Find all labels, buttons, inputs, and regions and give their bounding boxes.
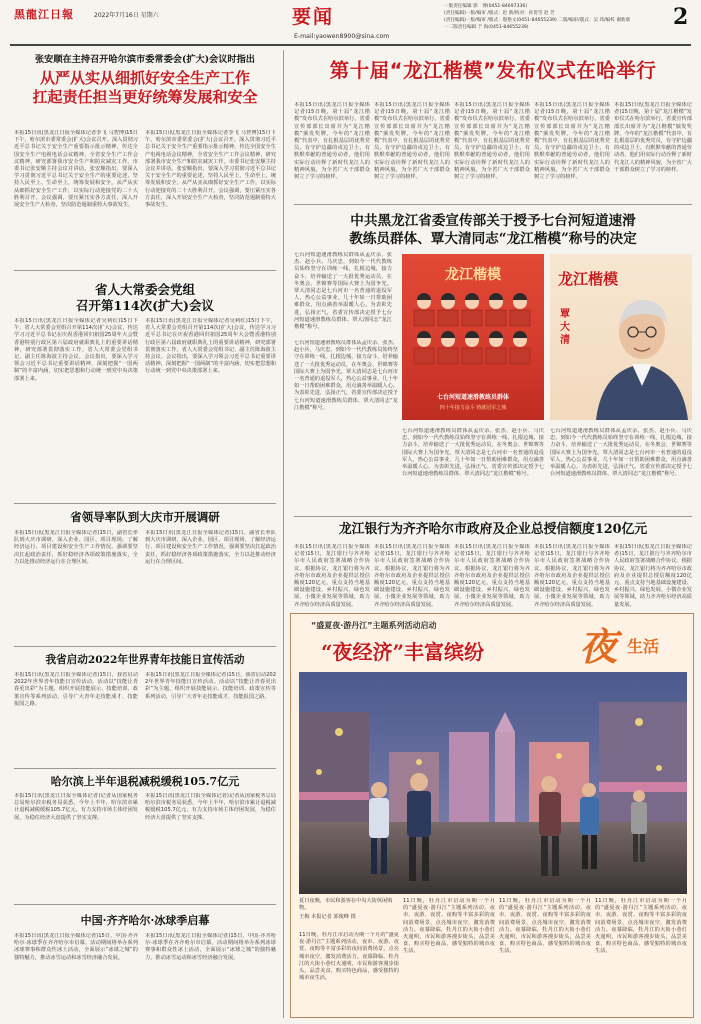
page-number: 2 (673, 4, 689, 30)
poster-title: 龙江楷模 (558, 270, 619, 288)
coaches-group-photo (410, 288, 536, 384)
main-headline: 第十届“龙江楷模”发布仪式在哈举行 (329, 59, 657, 82)
main-body: 本报15日讯(黑龙江日报全媒体记者)15日晚，第十届“龙江楷模”发布仪式在哈尔滨举行。省委宣传部部长出席并为“龙江楷模”颁发奖牌。今年的“龙江楷模”代表中，有扎根基层的优秀党员，有守护边疆的戍边卫士，有默默奉献的普通劳动者，他们用实际行动诠释了新时代龙江人的精神风貌，为全省广大干部群众树立了学习的榜样。 (454, 102, 530, 181)
article-body: 本报15日讯(黑龙江日报全媒体记者)15日，中国·齐齐哈尔·冰球季在齐齐哈尔市启幕。活动期间将举办系列冰球赛事和群众性冰上活动，全面展示“冰球之城”的独特魅力，推动冰雪运动和冰雪经济融合发展。 (14, 933, 138, 961)
night-street-photo (299, 672, 687, 894)
poster-caption: 七台河短道速滑教练员群体 (436, 394, 509, 401)
column-divider (283, 50, 284, 1018)
bank-headline: 龙江银行为齐齐哈尔市政府及企业总授信额度120亿元 (338, 522, 648, 537)
masthead-email[interactable]: E-mail:yaowen8900@sina.com (294, 33, 390, 40)
article-kicker: 张安顺在主持召开哈尔滨市委常委会(扩大)会议时指出 (34, 54, 255, 65)
feature-headline: “夜经济”丰富缤纷 (321, 640, 485, 664)
feature-body: 11日晚，牡丹江市启动为期一个月的“盛夏夜·游丹江”主题系列活动，夜市、夜游、夜赏、夜购等丰富多彩的夜间消费场景，点亮城市夜空，激发消费活力。夜幕降临，牡丹江的大街小巷灯火通明，市民和游客漫步街头，品尝美食，购买特色商品，感受独特的城市夜生活。 (595, 898, 687, 955)
feature-badge (577, 616, 687, 668)
decision-title-line: 中共黑龙江省委宣传部关于授予七台河短道速滑 (350, 213, 636, 229)
divider (14, 768, 276, 769)
masthead (0, 0, 701, 46)
decision-title (294, 212, 692, 248)
divider (14, 503, 276, 504)
article-title: 中国·齐齐哈尔·冰球季启幕 (80, 914, 210, 927)
poster-name: 覃大清 (560, 309, 570, 346)
article-title: 扛起责任担当更好统筹发展和安全 (32, 88, 258, 106)
divider (14, 646, 276, 647)
editor-line: (责任编辑)一版/编审 /版式：赵 新/校对：孙贺雪 赵 芳 (444, 11, 555, 16)
photo-credit: 王梅 本报记者 郭俊峰 摄 (299, 914, 356, 920)
article-npc (14, 282, 276, 314)
section-title: 要闻 (292, 6, 335, 28)
main-body: 本报15日讯(黑龙江日报全媒体记者)15日晚，第十届“龙江楷模”发布仪式在哈尔滨举行。省委宣传部部长出席并为“龙江楷模”颁发奖牌。今年的“龙江楷模”代表中，有扎根基层的优秀党员，有守护边疆的戍边卫士，有默默奉献的普通劳动者，他们用实际行动诠释了新时代龙江人的精神风貌，为全省广大干部群众树立了学习的榜样。 (534, 102, 610, 181)
bank-body: 本报15日讯(黑龙江日报全媒体记者)15日，龙江银行与齐齐哈尔市人民政府签署战略合作协议。根据协议，龙江银行将为齐齐哈尔市政府及企业提供总授信额度120亿元，重点支持当地基础设施建设、乡村振兴、绿色发展、小微企业发展等领域，助力齐齐哈尔经济高质量发展。 (294, 544, 370, 608)
night-life-feature (290, 613, 694, 1018)
masthead-logo: 黑龍江日報 (14, 8, 74, 21)
poster-coaches (402, 254, 544, 420)
divider (294, 204, 692, 205)
decision-body: 七台河短道速滑教练员群体从孟庆余、张杰、赵小兵、马庆忠，到如今一代代教练员始终坚守在训练一线，扎根边城，接力奋斗，培养输送了一大批优秀运动员，在冬奥会、世锦赛等国际大赛上为国争光。覃大清同志是七台河市一名普通的退役军人，热心公益事业，几十年如一日帮助困难群众，用点滴善举温暖人心。为表彰先进，弘扬正气，省委宣传部决定授予七台河短道速滑教练员群体、覃大清同志“龙江楷模”称号。 (294, 340, 398, 510)
article-title: 从严从实从细抓好安全生产工作 (39, 69, 250, 87)
decision-body: 七台河短道速滑教练员群体从孟庆余、张杰、赵小兵、马庆忠，到如今一代代教练员始终坚守在训练一线，扎根边城，接力奋斗，培养输送了一大批优秀运动员，在冬奥会、世锦赛等国际大赛上为国争光。覃大清同志是七台河市一名普通的退役军人，热心公益事业，几十年如一日帮助困难群众，用点滴善举温暖人心。为表彰先进，弘扬正气，省委宣传部决定授予七台河短道速滑教练员群体、覃大清同志“龙江楷模”称号。 (294, 252, 392, 331)
editor-line: 一二版责任编辑 于 海(0451-84655239) (444, 25, 529, 30)
poster-qin-daqing (550, 254, 692, 420)
article-safety (14, 54, 276, 107)
feature-body: 11日晚，牡丹江市启动为期一个月的“盛夏夜·游丹江”主题系列活动，夜市、夜游、夜赏、夜购等丰富多彩的夜间消费场景，点亮城市夜空，激发消费活力。夜幕降临，牡丹江的大街小巷灯火通明，市民和游客漫步街头，品尝美食，购买特色商品，感受独特的城市夜生活。 (499, 898, 591, 955)
photo-caption: 夏日夜晚，市民和游客在中央大街休闲购物。 (299, 898, 393, 912)
editor-line: (责任编辑)一版/编审 /版式：殷艳文(0451-84655239) 二版/编审/版式：吴 玮/编校 谢新康 (444, 18, 631, 23)
article-title: 省人大常委会党组 (94, 282, 195, 297)
poster-caption: 四十年接力奋斗 铸就冠军之城 (439, 405, 507, 411)
editor-line: 一版责任编辑 郭 博(0451-84697336) (444, 4, 528, 9)
bank-body: 本报15日讯(黑龙江日报全媒体记者)15日，龙江银行与齐齐哈尔市人民政府签署战略合作协议。根据协议，龙江银行将为齐齐哈尔市政府及企业提供总授信额度120亿元，重点支持当地基础设施建设、乡村振兴、绿色发展、小微企业发展等领域，助力齐齐哈尔经济高质量发展。 (454, 544, 530, 608)
decision-title-line: 教练员群体、覃大清同志“龙江楷模”称号的决定 (349, 231, 637, 247)
feature-series-label: “盛夏夜·游丹江”主题系列活动启动 (311, 621, 437, 630)
editor-lines (444, 3, 664, 31)
article-body: 本报15日讯(黑龙江日报全媒体记者)15日，我省启动2022年世界青年技能日宣传活动。活动以“技能让青春更出彩”为主题，组织开展技能展示、技能培训、政策宣传等系列活动，引导广大青年走技能成才、技能报国之路。 (145, 672, 276, 700)
article-body: 本报15日讯(黑龙江日报全媒体记者)记者从国家税务总局哈尔滨市税务局获悉，今年上半年，哈尔滨市累计退税减税缓税105.7亿元，有力支持市场主体纾困发展，为稳住经济大盘提供了坚实支撑。 (14, 793, 138, 821)
masthead-rule (10, 44, 691, 46)
article-body: 本报15日讯(黑龙江日报全媒体记者)15日，我省启动2022年世界青年技能日宣传活动。活动以“技能让青春更出彩”为主题，组织开展技能展示、技能培训、政策宣传等系列活动，引导广大青年走技能成才、技能报国之路。 (14, 672, 138, 707)
badge-char: 夜 (579, 624, 618, 669)
main-body: 本报15日讯(黑龙江日报全媒体记者)15日晚，第十届“龙江楷模”发布仪式在哈尔滨举行。省委宣传部部长出席并为“龙江楷模”颁发奖牌。今年的“龙江楷模”代表中，有扎根基层的优秀党员，有守护边疆的戍边卫士，有默默奉献的普通劳动者，他们用实际行动诠释了新时代龙江人的精神风貌，为全省广大干部群众树立了学习的榜样。 (374, 102, 450, 181)
main-body: 本报15日讯(黑龙江日报全媒体记者)15日晚，第十届“龙江楷模”发布仪式在哈尔滨举行。省委宣传部部长出席并为“龙江楷模”颁发奖牌。今年的“龙江楷模”代表中，有扎根基层的优秀党员，有守护边疆的戍边卫士，有默默奉献的普通劳动者，他们用实际行动诠释了新时代龙江人的精神风貌，为全省广大干部群众树立了学习的榜样。 (614, 102, 692, 173)
article-title: 我省启动2022年世界青年技能日宣传活动 (45, 654, 245, 666)
badge-text: 生活 (627, 637, 660, 656)
portrait-photo (586, 290, 690, 420)
feature-body: 11日晚，牡丹江市启动为期一个月的“盛夏夜·游丹江”主题系列活动，夜市、夜游、夜赏、夜购等丰富多彩的夜间消费场景，点亮城市夜空，激发消费活力。夜幕降临，牡丹江的大街小巷灯火通明，市民和游客漫步街头，品尝美食，购买特色商品，感受独特的城市夜生活。 (403, 898, 495, 955)
poster-title: 龙江楷模 (445, 267, 501, 283)
bank-body: 本报15日讯(黑龙江日报全媒体记者)15日，龙江银行与齐齐哈尔市人民政府签署战略合作协议。根据协议，龙江银行将为齐齐哈尔市政府及企业提供总授信额度120亿元，重点支持当地基础设施建设、乡村振兴、绿色发展、小微企业发展等领域，助力齐齐哈尔经济高质量发展。 (374, 544, 450, 608)
feature-body: 11日晚，牡丹江市启动为期一个月的“盛夏夜·游丹江”主题系列活动，夜市、夜游、夜赏、夜购等丰富多彩的夜间消费场景，点亮城市夜空，激发消费活力。夜幕降临，牡丹江的大街小巷灯火通明，市民和游客漫步街头，品尝美食，购买特色商品，感受独特的城市夜生活。 (299, 932, 399, 982)
masthead-date: 2022年7月16日 星期六 (94, 12, 159, 19)
article-title: 省领导率队到大庆市开展调研 (70, 510, 220, 524)
divider (14, 270, 276, 271)
divider (14, 904, 276, 905)
article-title: 哈尔滨上半年退税减税缓税105.7亿元 (50, 775, 240, 788)
article-body: 本报15日讯(黑龙江日报全媒体记者)记者从国家税务总局哈尔滨市税务局获悉，今年上半年，哈尔滨市累计退税减税缓税105.7亿元，有力支持市场主体纾困发展，为稳住经济大盘提供了坚实支撑。 (145, 793, 276, 821)
article-body: 本报15日讯(黑龙江日报全媒体记者)15日，中国·齐齐哈尔·冰球季在齐齐哈尔市启幕。活动期间将举办系列冰球赛事和群众性冰上活动，全面展示“冰球之城”的独特魅力，推动冰雪运动和冰雪经济融合发展。 (145, 933, 276, 961)
article-body: 本报15日讯(黑龙江日报全媒体记者李飞 马智博)15日下午，哈尔滨市委常委会(扩大)会议召开。深入贯彻习近平总书记关于安全生产重要指示批示精神，传达全国安全生产电视电话会议精神，全省安全生产工作会议精神，研究部署我市安全生产和防灾减灾工作。市委书记张安顺主持会议并讲话。张安顺指出，要深入学习贯彻习近平总书记关于安全生产的重要论述，坚持人民至上、生命至上，统筹发展和安全，从严从实从细抓好安全生产工作，以实际行动迎接党的二十大胜利召开。会议强调，要压紧压实各方责任，深入开展安全生产大检查，坚决防范遏制重特大事故发生。 (145, 130, 276, 209)
article-body: 本报15日讯(黑龙江日报全媒体记者吴利红)15日下午，省人大常委会党组召开第114次(扩大)会议，传达学习习近平总书记在庆祝香港回归祖国25周年大会暨香港特别行政区第六届政府就职典礼上的重要讲话精神，研究部署贯彻落实工作。省人大常委会党组书记、副主任陈海波主持会议。会议指出，要深入学习领会习近平总书记重要讲话精神，深刻把握“一国两制”的丰富内涵，切实把思想和行动统一到党中央决策部署上来。 (14, 318, 138, 382)
main-body: 本报15日讯(黑龙江日报全媒体记者)15日晚，第十届“龙江楷模”发布仪式在哈尔滨举行。省委宣传部部长出席并为“龙江楷模”颁发奖牌。今年的“龙江楷模”代表中，有扎根基层的优秀党员，有守护边疆的戍边卫士，有默默奉献的普通劳动者，他们用实际行动诠释了新时代龙江人的精神风貌，为全省广大干部群众树立了学习的榜样。 (294, 102, 370, 181)
article-body: 本报15日讯(黑龙江日报全媒体记者)15日，副省长率队到大庆市调研，深入企业、园区、项目现场，了解经济运行、项目建设和安全生产工作情况。强调要坚决扛起政治责任，抓好稳经济各项政策措施落实，全力以赴推动经济运行在合理区间。 (145, 530, 276, 565)
decision-body: 七台河短道速滑教练员群体从孟庆余、张杰、赵小兵、马庆忠，到如今一代代教练员始终坚守在训练一线，扎根边城，接力奋斗，培养输送了一大批优秀运动员，在冬奥会、世锦赛等国际大赛上为国争光。覃大清同志是七台河市一名普通的退役军人，热心公益事业，几十年如一日帮助困难群众，用点滴善举温暖人心。为表彰先进，弘扬正气，省委宣传部决定授予七台河短道速滑教练员群体、覃大清同志“龙江楷模”称号。 (402, 428, 544, 478)
divider (294, 516, 692, 517)
article-body: 本报15日讯(黑龙江日报全媒体记者吴利红)15日下午，省人大常委会党组召开第114次(扩大)会议，传达学习习近平总书记在庆祝香港回归祖国25周年大会暨香港特别行政区第六届政府就职典礼上的重要讲话精神，研究部署贯彻落实工作。省人大常委会党组书记、副主任陈海波主持会议。会议指出，要深入学习领会习近平总书记重要讲话精神，深刻把握“一国两制”的丰富内涵，切实把思想和行动统一到党中央决策部署上来。 (145, 318, 276, 375)
article-body: 本报15日讯(黑龙江日报全媒体记者)15日，副省长率队到大庆市调研，深入企业、园区、项目现场，了解经济运行、项目建设和安全生产工作情况。强调要坚决扛起政治责任，抓好稳经济各项政策措施落实，全力以赴推动经济运行在合理区间。 (14, 530, 138, 565)
article-body: 本报15日讯(黑龙江日报全媒体记者李飞 马智博)15日下午，哈尔滨市委常委会(扩大)会议召开。深入贯彻习近平总书记关于安全生产重要指示批示精神，传达全国安全生产电视电话会议精神，全省安全生产工作会议精神，研究部署我市安全生产和防灾减灾工作。市委书记张安顺主持会议并讲话。张安顺指出，要深入学习贯彻习近平总书记关于安全生产的重要论述，坚持人民至上、生命至上，统筹发展和安全，从严从实从细抓好安全生产工作，以实际行动迎接党的二十大胜利召开。会议强调，要压紧压实各方责任，深入开展安全生产大检查，坚决防范遏制重特大事故发生。 (14, 130, 138, 209)
article-title: 召开第114次(扩大)会议 (76, 298, 214, 313)
decision-body: 七台河短道速滑教练员群体从孟庆余、张杰、赵小兵、马庆忠，到如今一代代教练员始终坚守在训练一线，扎根边城，接力奋斗，培养输送了一大批优秀运动员，在冬奥会、世锦赛等国际大赛上为国争光。覃大清同志是七台河市一名普通的退役军人，热心公益事业，几十年如一日帮助困难群众，用点滴善举温暖人心。为表彰先进，弘扬正气，省委宣传部决定授予七台河短道速滑教练员群体、覃大清同志“龙江楷模”称号。 (550, 428, 692, 478)
bank-body: 本报15日讯(黑龙江日报全媒体记者)15日，龙江银行与齐齐哈尔市人民政府签署战略合作协议。根据协议，龙江银行将为齐齐哈尔市政府及企业提供总授信额度120亿元，重点支持当地基础设施建设、乡村振兴、绿色发展、小微企业发展等领域，助力齐齐哈尔经济高质量发展。 (534, 544, 610, 608)
bank-body: 本报15日讯(黑龙江日报全媒体记者)15日，龙江银行与齐齐哈尔市人民政府签署战略合作协议。根据协议，龙江银行将为齐齐哈尔市政府及企业提供总授信额度120亿元，重点支持当地基础设施建设、乡村振兴、绿色发展、小微企业发展等领域，助力齐齐哈尔经济高质量发展。 (614, 544, 692, 608)
